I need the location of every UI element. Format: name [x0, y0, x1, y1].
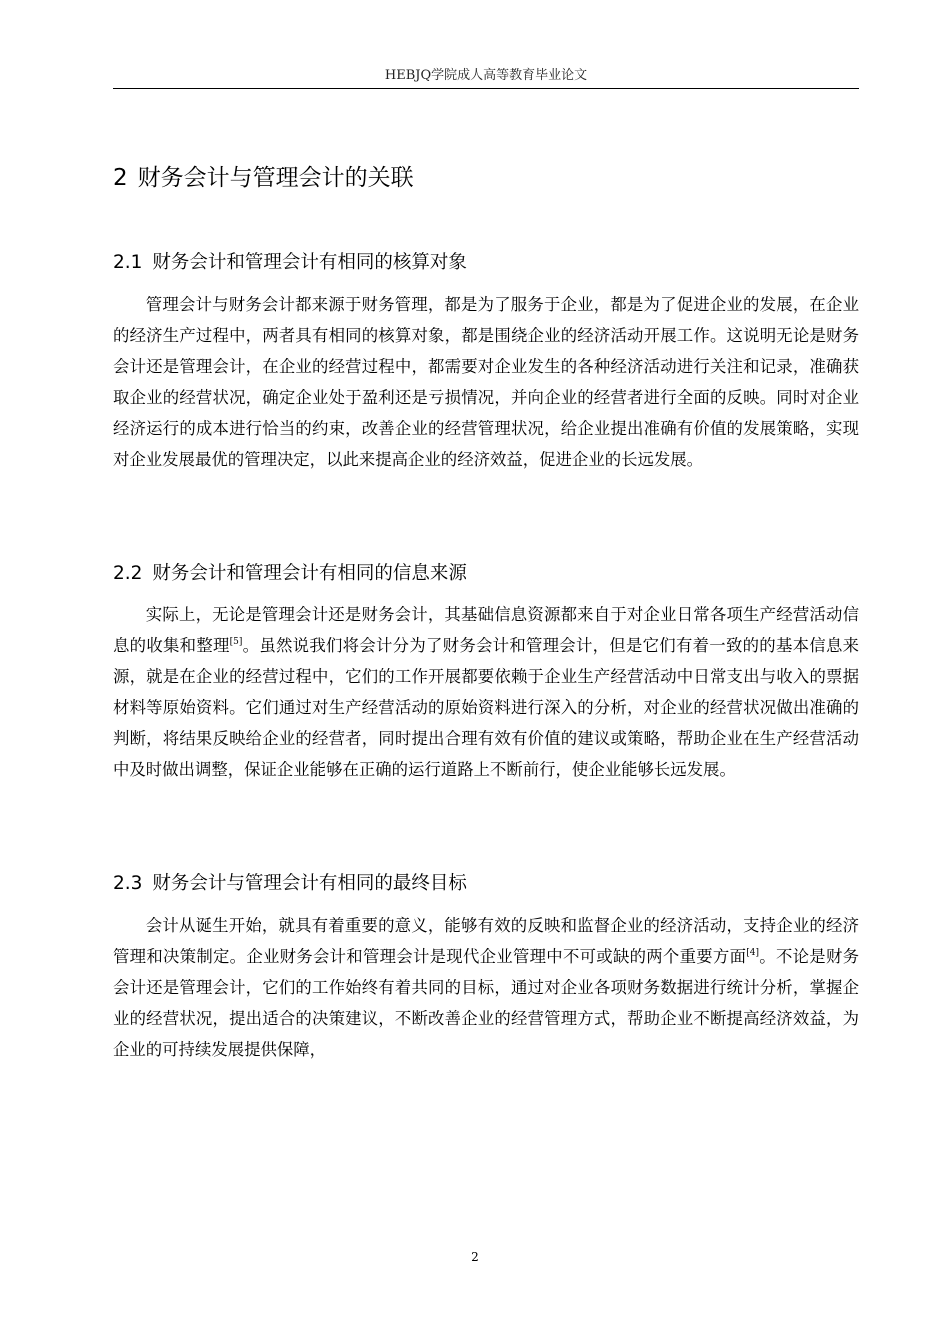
section-title-2-3 — [113, 870, 467, 898]
running-header: HEBJQ学院成人高等教育毕业论文 — [384, 68, 588, 83]
chapter-title — [113, 160, 414, 196]
section-title-text: 财务会计和管理会计有相同的核算对象 — [152, 252, 467, 273]
chapter-number: 2 — [113, 165, 128, 191]
paragraph-text: 。虽然说我们将会计分为了财务会计和管理会计，但是它们有着一致的的基本信息来源，就是在企业的经营过程中，它们的工作开展都要依赖于企业生产经营活动中日常支出与收入的票据材料等原始资料。它们通过对生产经营活动的原始资料进行深入的分析，对企业的经营状况做出准确的判断，将结果反映给企业的经营者，同时提出合理有效有价值的建议或策略，帮助企业在生产经营活动中及时做出调整，保证企业能够在正确的运行道路上不断前行，使企业能够长远发展。 — [113, 636, 860, 779]
section-2-3-paragraph — [113, 910, 859, 1065]
section-number: 2.1 — [113, 252, 143, 273]
section-title-text: 财务会计与管理会计有相同的最终目标 — [152, 873, 467, 894]
section-2-2-paragraph — [113, 599, 859, 785]
paragraph-text: 实际上，无论是管理会计还是财务会计，其基础信息资源都来自于对企业日常各项生产经营活动信息的收集和整理 — [113, 605, 859, 655]
section-title-text: 财务会计和管理会计有相同的信息来源 — [152, 563, 467, 584]
citation-ref: [4] — [746, 948, 760, 958]
citation-ref: [5] — [229, 637, 243, 647]
paragraph-text: 会计从诞生开始，就具有着重要的意义，能够有效的反映和监督企业的经济活动，支持企业的经济管理和决策制定。企业财务会计和管理会计是现代企业管理中不可或缺的两个重要方面 — [113, 916, 859, 966]
section-number: 2.2 — [113, 563, 143, 584]
chapter-title-text: 财务会计与管理会计的关联 — [137, 165, 414, 191]
section-title-2-1 — [113, 249, 467, 277]
header-rule — [113, 88, 859, 89]
page-number: 2 — [471, 1250, 479, 1264]
section-2-1-paragraph: 管理会计与财务会计都来源于财务管理，都是为了服务于企业，都是为了促进企业的发展，在企业的经济生产过程中，两者具有相同的核算对象，都是围绕企业的经济活动开展工作。这说明无论是财务会计还是管理会计，在企业的经营过程中，都需要对企业发生的各种经济活动进行关注和记录，准确获取企业的经营状况，确定企业处于盈利还是亏损情况，并向企业的经营者进行全面的反映。同时对企业经济运行的成本进行恰当的约束，改善企业的经营管理状况，给企业提出准确有价值的发展策略，实现对企业发展最优的管理决定，以此来提高企业的经济效益，促进企业的长远发展。 — [113, 295, 859, 469]
section-title-2-2 — [113, 560, 467, 588]
paragraph-text: 。不论是财务会计还是管理会计，它们的工作始终有着共同的目标，通过对企业各项财务数据进行统计分析，掌握企业的经营状况，提出适合的决策建议，不断改善企业的经营管理方式，帮助企业不断提高经济效益，为企业的可持续发展提供保障， — [113, 947, 860, 1059]
section-number: 2.3 — [113, 873, 143, 894]
